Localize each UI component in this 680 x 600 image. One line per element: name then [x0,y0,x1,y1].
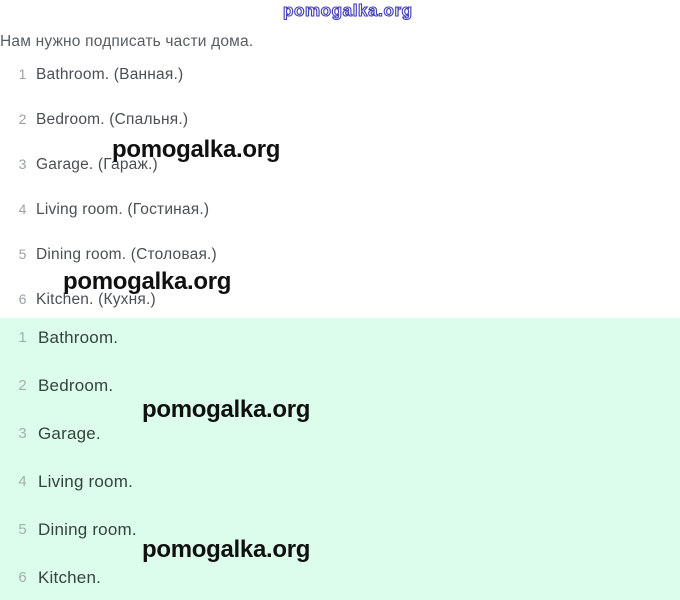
list-item-text: Living room. [38,472,133,491]
list-item [0,200,680,245]
list-item-number: 1 [18,66,27,82]
site-logo-watermark: pomogalka.org [283,1,413,20]
list-item-text: Garage. [38,424,101,443]
list-item-number: 3 [18,156,27,172]
list-item-number: 5 [18,246,27,262]
task-intro-text: Нам нужно подписать части дома. [0,33,254,50]
list-item [0,155,680,200]
list-item-text: Bathroom. [38,328,119,347]
list-item-number: 6 [18,569,27,586]
site-text-watermark: pomogalka.org [142,396,311,423]
list-item-text: Bathroom. (Ванная.) [36,66,184,83]
list-item [0,375,680,423]
list-item-number: 2 [18,377,27,394]
list-item [0,65,680,110]
list-item-text: Dining room. (Столовая.) [36,246,217,263]
list-item [0,423,680,471]
list-item-number: 5 [18,521,27,538]
site-text-watermark: pomogalka.org [142,536,311,563]
list-item-text: Bedroom. (Спальня.) [36,111,189,128]
list-item [0,327,680,375]
list-item-number: 6 [18,291,27,307]
list-item-text: Kitchen. [38,568,102,587]
list-item-number: 2 [18,111,27,127]
list-item-number: 4 [18,473,27,490]
list-item [0,471,680,519]
list-item-text: Dining room. [38,520,137,539]
list-item-text: Kitchen. (Кухня.) [36,291,156,308]
answer-list [0,327,680,600]
list-item [0,567,680,600]
answer-section [0,318,680,600]
list-item [0,110,680,155]
site-text-watermark: pomogalka.org [112,136,281,163]
list-item-number: 4 [18,201,27,217]
list-item-number: 1 [18,329,27,346]
list-item-text: Bedroom. [38,376,114,395]
list-item-text: Living room. (Гостиная.) [36,201,210,218]
list-item-text: Garage. (Гараж.) [36,156,158,173]
list-item [0,519,680,567]
list-item-number: 3 [18,425,27,442]
site-text-watermark: pomogalka.org [63,268,232,295]
